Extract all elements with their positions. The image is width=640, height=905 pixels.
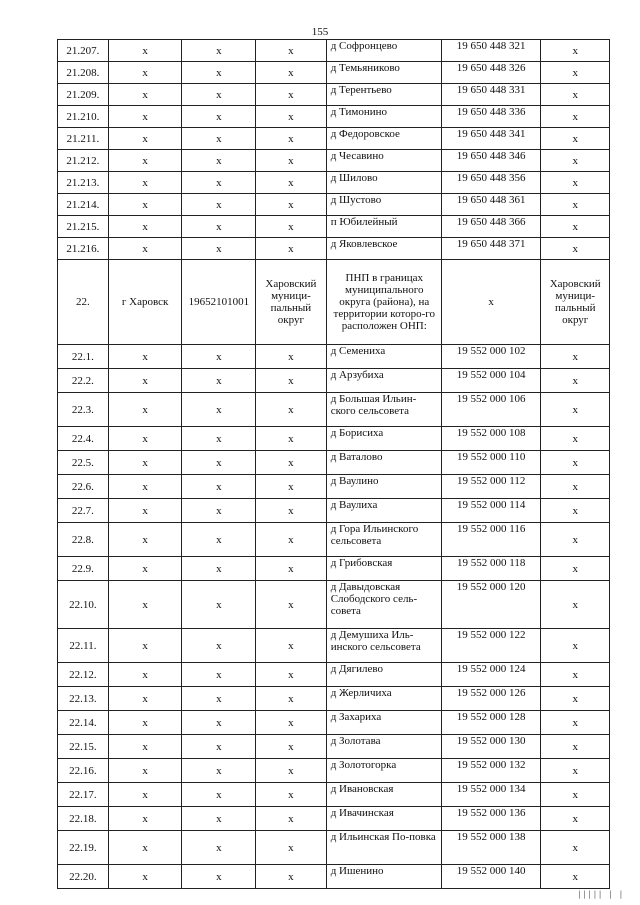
district-cell: х bbox=[256, 557, 327, 581]
oktmo-cell: х bbox=[182, 40, 256, 62]
oktmo-cell: х bbox=[182, 557, 256, 581]
district-cell: х bbox=[256, 62, 327, 84]
locality-code-cell: 19 650 448 341 bbox=[441, 128, 541, 150]
district-cell: х bbox=[256, 393, 327, 427]
locality-code-cell: 19 552 000 132 bbox=[441, 759, 541, 783]
municipality-cell: х bbox=[541, 238, 610, 260]
locality-code-cell: 19 552 000 138 bbox=[441, 831, 541, 865]
table-row bbox=[58, 172, 610, 194]
locality-name-cell: д Демушиха Иль-инского сельсовета bbox=[326, 629, 441, 663]
locality-name-cell: д Ваулиха bbox=[326, 499, 441, 523]
row-number-cell: 21.214. bbox=[58, 194, 109, 216]
table-row bbox=[58, 523, 610, 557]
table-row bbox=[58, 711, 610, 735]
row-number-cell: 22.10. bbox=[58, 581, 109, 629]
district-cell: х bbox=[256, 150, 327, 172]
settlement-cell: г Харовск bbox=[108, 260, 182, 345]
table-row bbox=[58, 557, 610, 581]
oktmo-cell: х bbox=[182, 106, 256, 128]
district-cell: х bbox=[256, 759, 327, 783]
district-cell: х bbox=[256, 40, 327, 62]
municipality-cell: х bbox=[541, 475, 610, 499]
page-number: 155 bbox=[311, 26, 329, 38]
oktmo-cell: х bbox=[182, 475, 256, 499]
locality-code-cell: х bbox=[441, 260, 541, 345]
oktmo-cell: х bbox=[182, 216, 256, 238]
municipality-cell: х bbox=[541, 783, 610, 807]
locality-code-cell: 19 552 000 104 bbox=[441, 369, 541, 393]
oktmo-cell: х bbox=[182, 427, 256, 451]
settlement-cell: х bbox=[108, 393, 182, 427]
district-cell: х bbox=[256, 629, 327, 663]
oktmo-cell: х bbox=[182, 783, 256, 807]
locality-code-cell: 19 650 448 371 bbox=[441, 238, 541, 260]
locality-code-cell: 19 552 000 116 bbox=[441, 523, 541, 557]
settlement-cell: х bbox=[108, 475, 182, 499]
locality-name-cell: д Тимонино bbox=[326, 106, 441, 128]
settlement-cell: х bbox=[108, 865, 182, 889]
district-cell: х bbox=[256, 427, 327, 451]
locality-name-cell: д Ильинская По-повка bbox=[326, 831, 441, 865]
locality-name-cell: д Чесавино bbox=[326, 150, 441, 172]
oktmo-cell: х bbox=[182, 62, 256, 84]
district-cell: х bbox=[256, 451, 327, 475]
locality-name-cell: д Ваталово bbox=[326, 451, 441, 475]
locality-code-cell: 19 650 448 361 bbox=[441, 194, 541, 216]
oktmo-cell: х bbox=[182, 687, 256, 711]
row-number-cell: 21.213. bbox=[58, 172, 109, 194]
table-row bbox=[58, 369, 610, 393]
scan-marks: ▏▏▏▏▏ ▏ ▏ bbox=[579, 891, 626, 899]
oktmo-cell: х bbox=[182, 451, 256, 475]
locality-code-cell: 19 552 000 102 bbox=[441, 345, 541, 369]
row-number-cell: 22.15. bbox=[58, 735, 109, 759]
oktmo-cell: х bbox=[182, 345, 256, 369]
locality-code-cell: 19 650 448 331 bbox=[441, 84, 541, 106]
locality-name-cell: д Ишенино bbox=[326, 865, 441, 889]
district-cell: х bbox=[256, 865, 327, 889]
row-number-cell: 22.18. bbox=[58, 807, 109, 831]
district-cell: х bbox=[256, 84, 327, 106]
oktmo-cell: х bbox=[182, 369, 256, 393]
locality-code-cell: 19 552 000 118 bbox=[441, 557, 541, 581]
locality-code-cell: 19 552 000 122 bbox=[441, 629, 541, 663]
settlement-cell: х bbox=[108, 831, 182, 865]
district-cell: х bbox=[256, 711, 327, 735]
oktmo-cell: х bbox=[182, 581, 256, 629]
locality-name-cell: д Жерличиха bbox=[326, 687, 441, 711]
table-row bbox=[58, 581, 610, 629]
locality-code-cell: 19 552 000 134 bbox=[441, 783, 541, 807]
table-row bbox=[58, 345, 610, 369]
locality-code-cell: 19 552 000 114 bbox=[441, 499, 541, 523]
settlement-cell: х bbox=[108, 687, 182, 711]
table-row bbox=[58, 128, 610, 150]
row-number-cell: 22.9. bbox=[58, 557, 109, 581]
municipality-cell: х bbox=[541, 581, 610, 629]
district-cell: х bbox=[256, 735, 327, 759]
district-cell: х bbox=[256, 663, 327, 687]
table-row bbox=[58, 831, 610, 865]
row-number-cell: 22.12. bbox=[58, 663, 109, 687]
oktmo-cell: х bbox=[182, 238, 256, 260]
table-row bbox=[58, 106, 610, 128]
table-row bbox=[58, 194, 610, 216]
settlement-cell: х bbox=[108, 807, 182, 831]
locality-code-cell: 19 650 448 366 bbox=[441, 216, 541, 238]
oktmo-cell: х bbox=[182, 735, 256, 759]
municipality-cell: х bbox=[541, 831, 610, 865]
table-row bbox=[58, 663, 610, 687]
table-row bbox=[58, 687, 610, 711]
locality-name-cell: д Гора Ильинского сельсовета bbox=[326, 523, 441, 557]
district-cell: х bbox=[256, 807, 327, 831]
locality-code-cell: 19 552 000 140 bbox=[441, 865, 541, 889]
settlement-cell: х bbox=[108, 499, 182, 523]
district-cell: х bbox=[256, 172, 327, 194]
row-number-cell: 22. bbox=[58, 260, 109, 345]
settlement-cell: х bbox=[108, 369, 182, 393]
locality-code-cell: 19 650 448 336 bbox=[441, 106, 541, 128]
row-number-cell: 22.5. bbox=[58, 451, 109, 475]
oktmo-cell: 19652101001 bbox=[182, 260, 256, 345]
locality-code-cell: 19 552 000 110 bbox=[441, 451, 541, 475]
table-row bbox=[58, 427, 610, 451]
table-row bbox=[58, 735, 610, 759]
row-number-cell: 21.212. bbox=[58, 150, 109, 172]
settlement-cell: х bbox=[108, 711, 182, 735]
district-cell: х bbox=[256, 194, 327, 216]
locality-code-cell: 19 650 448 321 bbox=[441, 40, 541, 62]
row-number-cell: 22.13. bbox=[58, 687, 109, 711]
municipality-cell: х bbox=[541, 40, 610, 62]
row-number-cell: 21.210. bbox=[58, 106, 109, 128]
settlement-cell: х bbox=[108, 629, 182, 663]
row-number-cell: 21.209. bbox=[58, 84, 109, 106]
municipality-cell: х bbox=[541, 194, 610, 216]
locality-name-cell: д Яковлевское bbox=[326, 238, 441, 260]
locality-name-cell: д Борисиха bbox=[326, 427, 441, 451]
row-number-cell: 22.2. bbox=[58, 369, 109, 393]
district-cell: х bbox=[256, 687, 327, 711]
table-row bbox=[58, 865, 610, 889]
municipality-cell: х bbox=[541, 345, 610, 369]
locality-code-cell: 19 650 448 326 bbox=[441, 62, 541, 84]
district-cell: х bbox=[256, 581, 327, 629]
locality-code-cell: 19 552 000 124 bbox=[441, 663, 541, 687]
row-number-cell: 22.17. bbox=[58, 783, 109, 807]
oktmo-cell: х bbox=[182, 831, 256, 865]
row-number-cell: 22.16. bbox=[58, 759, 109, 783]
table-row bbox=[58, 84, 610, 106]
table-body bbox=[58, 40, 610, 889]
settlement-cell: х bbox=[108, 216, 182, 238]
locality-name-cell: п Юбилейный bbox=[326, 216, 441, 238]
locality-name-cell: д Шилово bbox=[326, 172, 441, 194]
settlement-cell: х bbox=[108, 172, 182, 194]
row-number-cell: 22.7. bbox=[58, 499, 109, 523]
table-row bbox=[58, 629, 610, 663]
district-cell: х bbox=[256, 831, 327, 865]
oktmo-cell: х bbox=[182, 84, 256, 106]
table-row bbox=[58, 150, 610, 172]
row-number-cell: 22.6. bbox=[58, 475, 109, 499]
settlement-cell: х bbox=[108, 238, 182, 260]
table-row bbox=[58, 216, 610, 238]
row-number-cell: 22.19. bbox=[58, 831, 109, 865]
table-row bbox=[58, 499, 610, 523]
oktmo-cell: х bbox=[182, 172, 256, 194]
settlement-cell: х bbox=[108, 427, 182, 451]
locality-name-cell: д Захариха bbox=[326, 711, 441, 735]
municipality-cell: х bbox=[541, 427, 610, 451]
locality-name-cell: д Семениха bbox=[326, 345, 441, 369]
locality-name-cell: д Большая Ильин-ского сельсовета bbox=[326, 393, 441, 427]
row-number-cell: 22.8. bbox=[58, 523, 109, 557]
locality-code-cell: 19 552 000 136 bbox=[441, 807, 541, 831]
locality-name-cell: ПНП в границах муниципального округа (района), на территории которо-го расположен ОНП: bbox=[326, 260, 441, 345]
row-number-cell: 21.211. bbox=[58, 128, 109, 150]
settlement-cell: х bbox=[108, 663, 182, 687]
oktmo-cell: х bbox=[182, 807, 256, 831]
row-number-cell: 22.20. bbox=[58, 865, 109, 889]
municipality-cell: х bbox=[541, 523, 610, 557]
district-cell: Харовский муници-пальный округ bbox=[256, 260, 327, 345]
locality-code-cell: 19 552 000 112 bbox=[441, 475, 541, 499]
table-row bbox=[58, 759, 610, 783]
oktmo-cell: х bbox=[182, 759, 256, 783]
municipality-cell: х bbox=[541, 865, 610, 889]
settlement-cell: х bbox=[108, 345, 182, 369]
oktmo-cell: х bbox=[182, 393, 256, 427]
locality-name-cell: д Ваулино bbox=[326, 475, 441, 499]
locality-code-cell: 19 552 000 120 bbox=[441, 581, 541, 629]
locality-code-cell: 19 650 448 346 bbox=[441, 150, 541, 172]
settlement-cell: х bbox=[108, 735, 182, 759]
municipality-cell: х bbox=[541, 557, 610, 581]
locality-code-cell: 19 552 000 130 bbox=[441, 735, 541, 759]
municipality-cell: х bbox=[541, 62, 610, 84]
settlement-cell: х bbox=[108, 523, 182, 557]
settlement-cell: х bbox=[108, 759, 182, 783]
district-cell: х bbox=[256, 128, 327, 150]
table-row bbox=[58, 62, 610, 84]
municipality-cell: х bbox=[541, 128, 610, 150]
locality-name-cell: д Шустово bbox=[326, 194, 441, 216]
row-number-cell: 22.3. bbox=[58, 393, 109, 427]
settlement-cell: х bbox=[108, 783, 182, 807]
municipality-cell: х bbox=[541, 150, 610, 172]
locality-name-cell: д Ивачинская bbox=[326, 807, 441, 831]
table-group-row bbox=[58, 260, 610, 345]
row-number-cell: 21.207. bbox=[58, 40, 109, 62]
settlement-cell: х bbox=[108, 581, 182, 629]
settlement-cell: х bbox=[108, 451, 182, 475]
locality-name-cell: д Терентьево bbox=[326, 84, 441, 106]
locality-name-cell: д Софронцево bbox=[326, 40, 441, 62]
municipality-cell: х bbox=[541, 759, 610, 783]
locality-name-cell: д Золотава bbox=[326, 735, 441, 759]
settlement-cell: х bbox=[108, 128, 182, 150]
oktmo-cell: х bbox=[182, 711, 256, 735]
settlement-cell: х bbox=[108, 62, 182, 84]
oktmo-cell: х bbox=[182, 194, 256, 216]
municipality-cell: х bbox=[541, 629, 610, 663]
locality-name-cell: д Ивановская bbox=[326, 783, 441, 807]
oktmo-cell: х bbox=[182, 128, 256, 150]
locality-name-cell: д Темьяниково bbox=[326, 62, 441, 84]
row-number-cell: 22.11. bbox=[58, 629, 109, 663]
locality-name-cell: д Арзубиха bbox=[326, 369, 441, 393]
locality-name-cell: д Золотогорка bbox=[326, 759, 441, 783]
table-row bbox=[58, 393, 610, 427]
oktmo-cell: х bbox=[182, 499, 256, 523]
municipality-cell: х bbox=[541, 687, 610, 711]
locality-name-cell: д Грибовская bbox=[326, 557, 441, 581]
oktmo-cell: х bbox=[182, 523, 256, 557]
locality-code-cell: 19 552 000 106 bbox=[441, 393, 541, 427]
municipality-cell: х bbox=[541, 663, 610, 687]
locality-code-cell: 19 552 000 126 bbox=[441, 687, 541, 711]
settlement-cell: х bbox=[108, 40, 182, 62]
oktmo-cell: х bbox=[182, 150, 256, 172]
row-number-cell: 21.216. bbox=[58, 238, 109, 260]
municipality-cell: х bbox=[541, 499, 610, 523]
oktmo-cell: х bbox=[182, 865, 256, 889]
settlement-cell: х bbox=[108, 150, 182, 172]
row-number-cell: 22.1. bbox=[58, 345, 109, 369]
district-cell: х bbox=[256, 216, 327, 238]
table-row bbox=[58, 807, 610, 831]
row-number-cell: 22.14. bbox=[58, 711, 109, 735]
municipality-cell: х bbox=[541, 711, 610, 735]
municipality-cell: х bbox=[541, 84, 610, 106]
municipality-cell: Харовский муници-пальный округ bbox=[541, 260, 610, 345]
municipality-cell: х bbox=[541, 735, 610, 759]
district-cell: х bbox=[256, 369, 327, 393]
settlements-table bbox=[57, 39, 610, 889]
district-cell: х bbox=[256, 523, 327, 557]
row-number-cell: 21.208. bbox=[58, 62, 109, 84]
district-cell: х bbox=[256, 499, 327, 523]
settlement-cell: х bbox=[108, 106, 182, 128]
table-row bbox=[58, 475, 610, 499]
settlement-cell: х bbox=[108, 194, 182, 216]
row-number-cell: 21.215. bbox=[58, 216, 109, 238]
municipality-cell: х bbox=[541, 451, 610, 475]
table-row bbox=[58, 451, 610, 475]
oktmo-cell: х bbox=[182, 629, 256, 663]
oktmo-cell: х bbox=[182, 663, 256, 687]
table-row bbox=[58, 238, 610, 260]
municipality-cell: х bbox=[541, 172, 610, 194]
table-row bbox=[58, 40, 610, 62]
district-cell: х bbox=[256, 475, 327, 499]
locality-code-cell: 19 650 448 356 bbox=[441, 172, 541, 194]
table-row bbox=[58, 783, 610, 807]
locality-name-cell: д Дягилево bbox=[326, 663, 441, 687]
row-number-cell: 22.4. bbox=[58, 427, 109, 451]
municipality-cell: х bbox=[541, 106, 610, 128]
settlement-cell: х bbox=[108, 557, 182, 581]
locality-code-cell: 19 552 000 108 bbox=[441, 427, 541, 451]
settlement-cell: х bbox=[108, 84, 182, 106]
district-cell: х bbox=[256, 345, 327, 369]
locality-name-cell: д Федоровское bbox=[326, 128, 441, 150]
municipality-cell: х bbox=[541, 216, 610, 238]
district-cell: х bbox=[256, 238, 327, 260]
locality-code-cell: 19 552 000 128 bbox=[441, 711, 541, 735]
municipality-cell: х bbox=[541, 369, 610, 393]
municipality-cell: х bbox=[541, 393, 610, 427]
district-cell: х bbox=[256, 106, 327, 128]
district-cell: х bbox=[256, 783, 327, 807]
municipality-cell: х bbox=[541, 807, 610, 831]
locality-name-cell: д Давыдовская Слободского сель-совета bbox=[326, 581, 441, 629]
